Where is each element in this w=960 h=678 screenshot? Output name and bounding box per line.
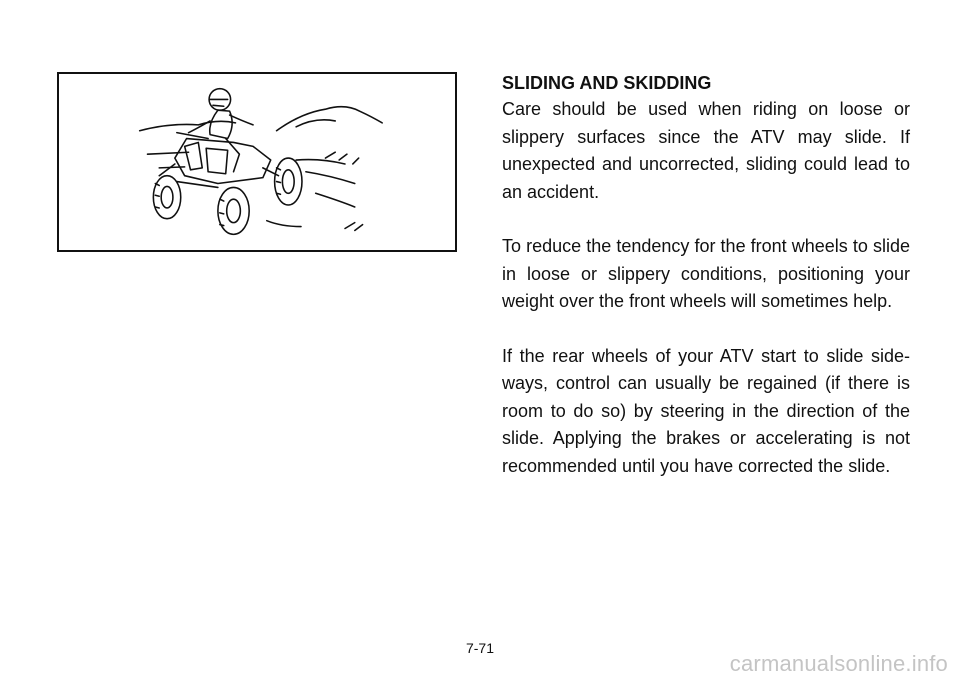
atv-rider-drawing (59, 74, 455, 250)
paragraph-3: If the rear wheels of your ATV start to slide side-ways, control can usually be regained (if there is room to do so) by steering in the direction of the slide. Applying the brakes or accelerating is not recommended until you have corrected the slide. (502, 345, 910, 476)
page-number: 7-71 (465, 640, 495, 656)
watermark-text: carmanualsonline.info (729, 651, 948, 676)
section-heading: SLIDING AND SKIDDING (502, 73, 712, 93)
text-column (502, 70, 910, 507)
atv-rider-illustration (57, 72, 457, 252)
paragraph-1: Care should be used when riding on loose or slippery surfaces since the ATV may slide. If unexpected and uncorrected, sliding could lead to an accident. (502, 99, 910, 202)
paragraph-2: To reduce the tendency for the front wheels to slide in loose or slippery conditions, positioning your weight over the front wheels will sometimes help. (502, 236, 910, 311)
